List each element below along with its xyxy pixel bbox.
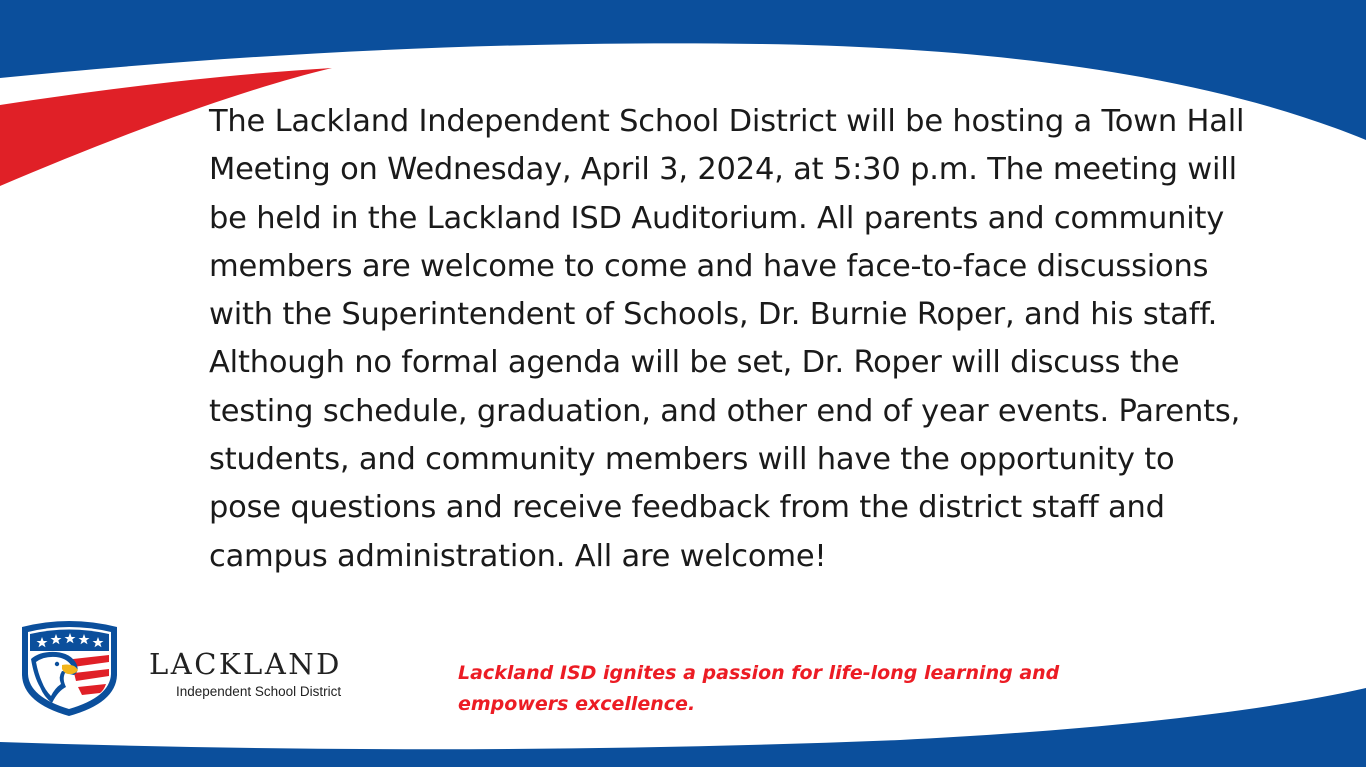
district-logo xyxy=(18,617,398,719)
announcement-text: The Lackland Independent School District will be hosting a Town Hall Meeting on Wednesday, April 3, 2024, at 5:30 p.m. The meeting will be held in the Lackland ISD Auditorium. All parents and community members are welcome to come and have face-to-face discussions with the Superintendent of Schools, Dr. Burnie Roper, and his staff. Although no formal agenda will be set, Dr. Roper will discuss the testing schedule, graduation, and other end of year events. Parents, students, and community members will have the opportunity to pose questions and receive feedback from the district staff and campus administration. All are welcome! xyxy=(209,104,1245,574)
district-name: LACKLAND xyxy=(149,647,342,681)
district-subtitle: Independent School District xyxy=(176,684,342,699)
eagle-shield-icon xyxy=(18,617,121,717)
district-motto: Lackland ISD ignites a passion for life-long learning and empowers excellence. xyxy=(458,662,1060,715)
